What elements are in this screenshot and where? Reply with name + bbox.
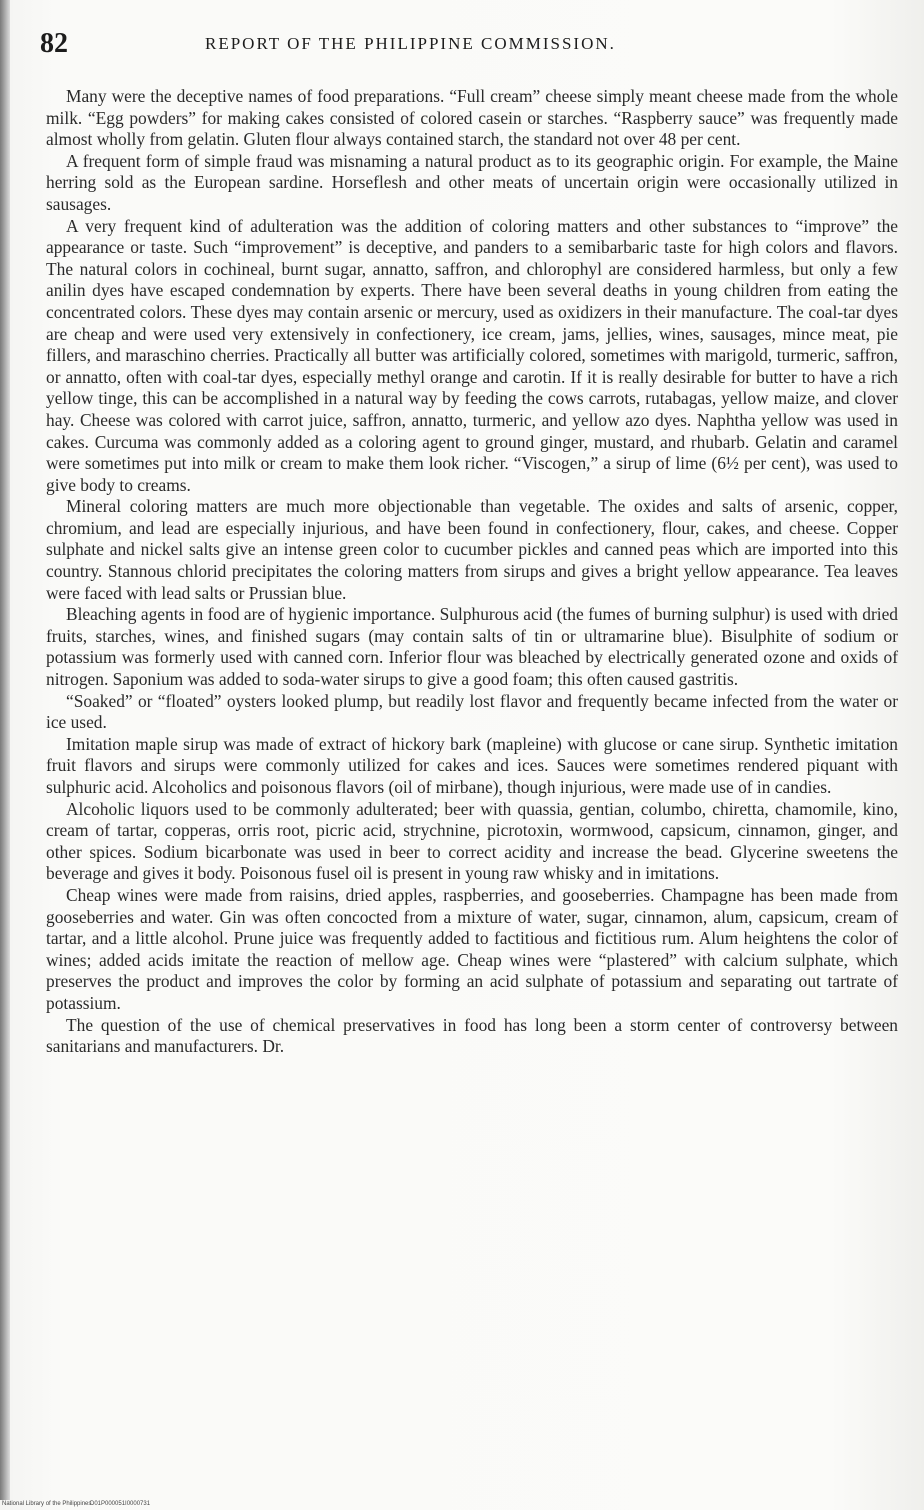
scan-footer xyxy=(0,1500,924,1510)
paragraph-preservatives: The question of the use of chemical preservatives in food has long been a storm center of controversy between sanitarians and manufacturers. Dr. xyxy=(46,1014,898,1057)
body-text xyxy=(46,86,898,1058)
page-header xyxy=(40,28,900,58)
running-title: REPORT OF THE PHILIPPINE COMMISSION. xyxy=(205,34,616,53)
paragraph-geographic-fraud: A frequent form of simple fraud was misnaming a natural product as to its geographic origin. For example, the Maine herring sold as the European sardine. Horseflesh and other meats of uncertain origin were occasionally utilized in sausages. xyxy=(46,150,898,214)
page-edge-shadow xyxy=(0,0,10,1500)
paragraph-oysters: “Soaked” or “floated” oysters looked plump, but readily lost flavor and frequently became infected from the water or ice used. xyxy=(46,690,898,733)
paragraph-bleaching-agents: Bleaching agents in food are of hygienic importance. Sulphurous acid (the fumes of burning sulphur) is used with dried fruits, starches, wines, and finished sugars (may contain salts of tin or ultramarine blue). Bisulphite of sodium or potassium was formerly used with canned corn. Inferior flour was bleached by electrically generated ozone and oxids of nitrogen. Saponium was added to soda-water sirups to give a good foam; this often caused gastritis. xyxy=(46,604,898,690)
footer-code: D01P000051I0000731 xyxy=(90,1501,151,1507)
paragraph-mineral-colors: Mineral coloring matters are much more objectionable than vegetable. The oxides and salts of arsenic, copper, chromium, and lead are especially injurious, and have been found in confectionery, flour, cakes, and cheese. Copper sulphate and nickel salts give an intense green color to cucumber pickles and canned peas which are imported into this country. Stannous chlorid precipitates the coloring matters from sirups and gives a bright yellow appearance. Tea leaves were faced with lead salts or Prussian blue. xyxy=(46,496,898,603)
paragraph-alcoholic-liquors: Alcoholic liquors used to be commonly adulterated; beer with quassia, gentian, columbo, chiretta, chamomile, kino, cream of tartar, copperas, orris root, picric acid, strychnine, picrotoxin, wormwood, capsicum, cinnamon, ginger, and other spices. Sodium bicarbonate was used in beer to correct acidity and increase the bead. Glycerine sweetens the beverage and gives it body. Poisonous fusel oil is present in young raw whisky and in imitations. xyxy=(46,798,898,884)
footer-library: National Library of the Philippines xyxy=(2,1501,92,1507)
page-number: 82 xyxy=(40,28,68,59)
paragraph-deceptive-names: Many were the deceptive names of food preparations. “Full cream” cheese simply meant cheese made from the whole milk. “Egg powders” for making cakes consisted of colored casein or starches. “Raspberry sauce” was frequently made almost wholly from gelatin. Gluten flour always contained starch, the standard not over 48 per cent. xyxy=(46,86,898,150)
paragraph-coloring-matters: A very frequent kind of adulteration was the addition of coloring matters and other substances to “improve” the appearance or taste. Such “improvement” is deceptive, and panders to a semibarbaric taste for high colors and flavors. The natural colors in cochineal, burnt sugar, annatto, saffron, and chlorophyl are considered harmless, but only a few anilin dyes have escaped condemnation by experts. There have been several deaths in young children from eating the concentrated colors. These dyes may contain arsenic or mercury, used as oxidizers in their manufacture. The coal-tar dyes are cheap and were used very extensively in confectionery, ice cream, jams, jellies, wines, sausages, mince meat, pie fillers, and maraschino cherries. Practically all butter was artificially colored, sometimes with marigold, turmeric, saffron, or annatto, often with coal-tar dyes, especially methyl orange and carotin. If it is really desirable for butter to have a rich yellow tinge, this can be accomplished in a natural way by feeding the cows carrots, rutabagas, yellow maize, and clover hay. Cheese was colored with carrot juice, saffron, annatto, turmeric, and yellow azo dyes. Naphtha yellow was used in cakes. Curcuma was commonly added as a coloring agent to ground ginger, mustard, and rhubarb. Gelatin and caramel were sometimes put into milk or cream to make them look richer. “Viscogen,” a sirup of lime (6½ per cent), was used to give body to creams. xyxy=(46,215,898,495)
paragraph-imitation-flavors: Imitation maple sirup was made of extract of hickory bark (mapleine) with glucose or cane sirup. Synthetic imitation fruit flavors and sirups were commonly utilized for cakes and ices. Sauces were sometimes rendered piquant with sulphuric acid. Alcoholics and poisonous flavors (oil of mirbane), though injurious, were made use of in candies. xyxy=(46,733,898,797)
paragraph-cheap-wines: Cheap wines were made from raisins, dried apples, raspberries, and gooseberries. Champagne has been made from gooseberries and water. Gin was often concocted from a mixture of water, sugar, cinnamon, alum, capsicum, cream of tartar, and a little alcohol. Prune juice was frequently added to factitious and fictitious rum. Alum heightens the color of wines; added acids imitate the reaction of mellow age. Cheap wines were “plastered” with calcium sulphate, which preserves the product and improves the color by forming an acid sulphate of potassium and separating out tartrate of potassium. xyxy=(46,884,898,1013)
